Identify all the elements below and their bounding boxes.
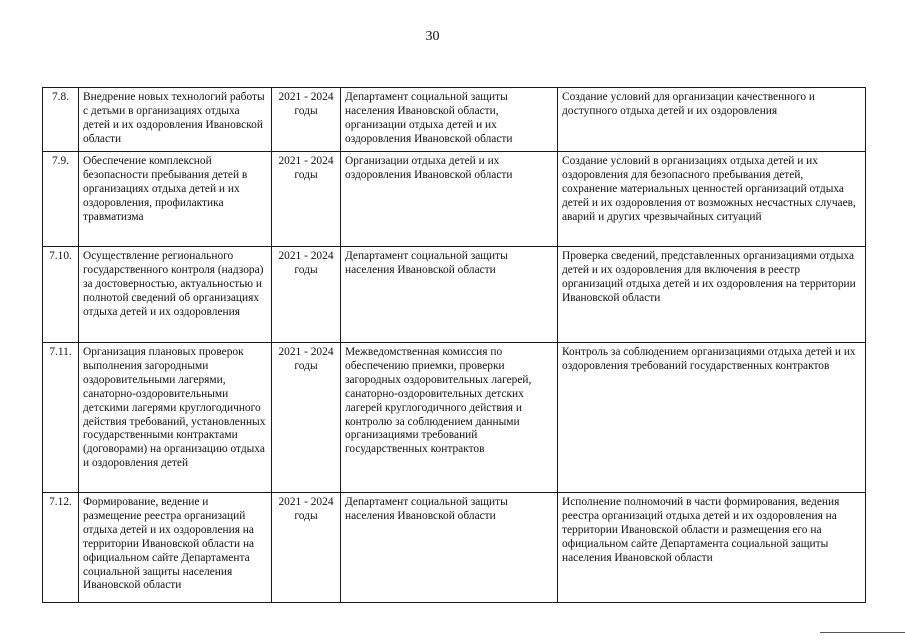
result-cell: Исполнение полномочий в части формирования, ведения реестра организаций отдыха детей и их оздоровления на территории Ивановской области и размещения его на официальном сайте Департамента социальной защиты населения Ивановской области bbox=[558, 493, 866, 603]
measure-cell: Организация плановых проверок выполнения загородными оздоровительными лагерями, санаторно-оздоровительными детскими лагерями круглогодичного действия требований, установленных государственными контрактами (договорами) на организацию отдыха и оздоровления детей bbox=[79, 343, 272, 493]
executor-cell: Межведомственная комиссия по обеспечению приемки, проверки загородных оздоровительных лагерей, санаторно-оздоровительных детских лагерей круглогодичного действия и контролю за соблюдением данными организациями требований государственных контрактов bbox=[341, 343, 558, 493]
measure-cell: Обеспечение комплексной безопасности пребывания детей в организациях отдыха детей и их оздоровления, профилактика травматизма bbox=[79, 152, 272, 247]
table-row bbox=[43, 247, 866, 343]
row-number: 7.9. bbox=[43, 152, 79, 247]
row-number: 7.12. bbox=[43, 493, 79, 603]
term-cell: 2021 - 2024 годы bbox=[272, 493, 341, 603]
table-row bbox=[43, 152, 866, 247]
term-cell: 2021 - 2024 годы bbox=[272, 343, 341, 493]
measure-cell: Формирование, ведение и размещение реестра организаций отдыха детей и их оздоровления на территории Ивановской области на официальном сайте Департамента социальной защиты населения Ивановской области bbox=[79, 493, 272, 603]
page-number: 30 bbox=[425, 29, 440, 44]
executor-cell: Департамент социальной защиты населения Ивановской области, организации отдыха детей и их оздоровления Ивановской области bbox=[341, 88, 558, 152]
executor-cell: Организации отдыха детей и их оздоровления Ивановской области bbox=[341, 152, 558, 247]
measure-cell: Осуществление регионального государственного контроля (надзора) за достоверностью, актуальностью и полнотой сведений об организациях отдыха детей и их оздоровления bbox=[79, 247, 272, 343]
table-row bbox=[43, 88, 866, 152]
row-number: 7.10. bbox=[43, 247, 79, 343]
term-cell: 2021 - 2024 годы bbox=[272, 152, 341, 247]
row-number: 7.11. bbox=[43, 343, 79, 493]
result-cell: Создание условий для организации качественного и доступного отдыха детей и их оздоровления bbox=[558, 88, 866, 152]
table-row bbox=[43, 493, 866, 603]
measures-table bbox=[42, 87, 866, 603]
scan-edge-line bbox=[820, 632, 905, 633]
result-cell: Контроль за соблюдением организациями отдыха детей и их оздоровления требований государственных контрактов bbox=[558, 343, 866, 493]
term-cell: 2021 - 2024 годы bbox=[272, 247, 341, 343]
result-cell: Создание условий в организациях отдыха детей и их оздоровления для безопасного пребывания детей, сохранение материальных ценностей организаций отдыха детей и их оздоровления от возможных несчастных случаев, аварий и других чрезвычайных ситуаций bbox=[558, 152, 866, 247]
executor-cell: Департамент социальной защиты населения Ивановской области bbox=[341, 493, 558, 603]
table-row bbox=[43, 343, 866, 493]
executor-cell: Департамент социальной защиты населения Ивановской области bbox=[341, 247, 558, 343]
term-cell: 2021 - 2024 годы bbox=[272, 88, 341, 152]
result-cell: Проверка сведений, представленных организациями отдыха детей и их оздоровления для включения в реестр организаций отдыха детей и их оздоровления на территории Ивановской области bbox=[558, 247, 866, 343]
row-number: 7.8. bbox=[43, 88, 79, 152]
measure-cell: Внедрение новых технологий работы с детьми в организациях отдыха детей и их оздоровления Ивановской области bbox=[79, 88, 272, 152]
